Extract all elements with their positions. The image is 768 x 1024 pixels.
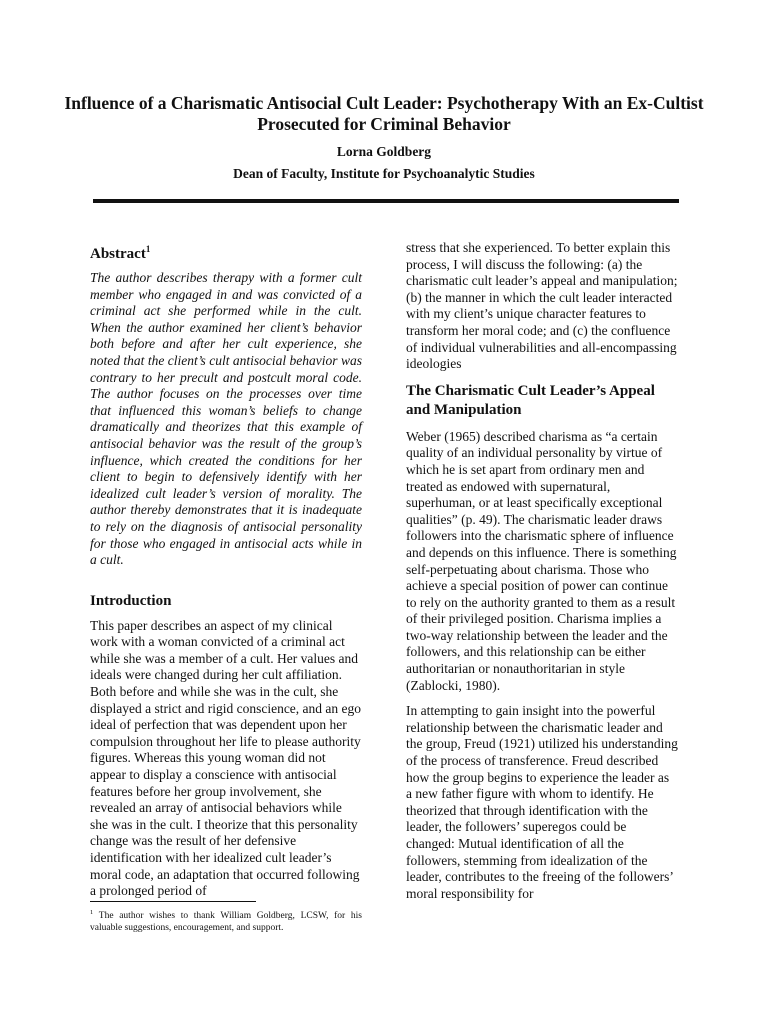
- abstract-text: The author describes therapy with a former cult member who engaged in and was convicted of a criminal act she performed while in the cult. When the author examined her client’s behavior both before and after her cult experience, she noted that the client’s cult antisocial behavior was contrary to her precult and postcult moral code. The author focuses on the processes over time that influenced this woman’s beliefs to change dramatically and theorizes that this example of antisocial behavior was the result of the group’s influence, which created the conditions for her client to begin to defensively identify with her idealized cult leader’s version of morality. The author thereby demonstrates that it is inadequate to rely on the diagnosis of antisocial personality for those who engaged in antisocial acts while in a cult.: [90, 270, 362, 568]
- footnote: [90, 907, 362, 934]
- left-column: [90, 240, 362, 900]
- author-name: Lorna Goldberg: [336, 144, 432, 159]
- abstract-heading-text: Abstract: [90, 246, 146, 262]
- section-heading: The Charismatic Cult Leader’s Appeal and Manipulation: [406, 382, 655, 418]
- footnote-mark: 1: [90, 909, 94, 916]
- body-paragraph-1: Weber (1965) described charisma as “a certain quality of an individual personality by virtue of which he is set apart from ordinary men and treated as endowed with supernatural, superhuman, or at least specifically exceptional qualities” (p. 49). The charismatic leader draws followers into the charismatic sphere of influence and depends on this influence. There is something self-perpetuating about charisma. Those who achieve a special position of power can continue to rely on the authority granted to them as a result of their privileged position. Charisma implies a two-way relationship between the leader and the followers, and this relationship can be either authoritarian or nonauthoritarian in style (Zablocki, 1980).: [406, 428, 677, 693]
- continued-text: stress that she experienced. To better explain this process, I will discuss the following: (a) the charismatic cult leader’s appeal and manipulation; (b) the manner in which the cult leader interacted with my client’s unique character features to transform her moral code; and (c) the confluence of individual vulnerabilities and all-encompassing ideologies: [406, 240, 678, 372]
- paper-title: Influence of a Charismatic Antisocial Cult Leader: Psychotherapy With an Ex-Cultist Prosecuted for Criminal Behavior: [64, 93, 704, 134]
- footnote-rule: [90, 901, 256, 902]
- header-rule: [93, 199, 679, 203]
- abstract-heading: [90, 240, 362, 264]
- author-affiliation: Dean of Faculty, Institute for Psychoanalytic Studies: [233, 166, 535, 181]
- abstract-footnote-mark: 1: [145, 244, 151, 254]
- introduction-heading: Introduction: [90, 592, 172, 609]
- introduction-text: This paper describes an aspect of my clinical work with a woman convicted of a criminal act while she was a member of a cult. Her values and ideals were changed during her cult affiliation. Both before and while she was in the cult, she displayed a strict and rigid conscience, and an ego ideal of perfection that was dependent upon her compulsion throughout her life to please authority figures. Whereas this young woman did not appear to display a conscience with antisocial features before her group involvement, she revealed an array of antisocial behaviors while she was in the cult. I theorize that this personality change was the result of her defensive identification with her idealized cult leader’s moral code, an adaptation that occurred following a prolonged period of: [90, 617, 362, 899]
- footnote-text: The author wishes to thank William Goldberg, LCSW, for his valuable suggestions, encouragement, and support.: [90, 911, 362, 934]
- right-column: [406, 240, 678, 902]
- body-paragraph-2: In attempting to gain insight into the powerful relationship between the charismatic leader and the group, Freud (1921) utilized his understanding of the process of transference. Freud described how the group begins to experience the leader as a new father figure with whom to identify. He theorized that through identification with the leader, the followers’ superegos could be changed: Mutual identification of all the followers, stemming from idealization of the leader, contributes to the freeing of the followers’ moral responsibility for: [406, 703, 678, 901]
